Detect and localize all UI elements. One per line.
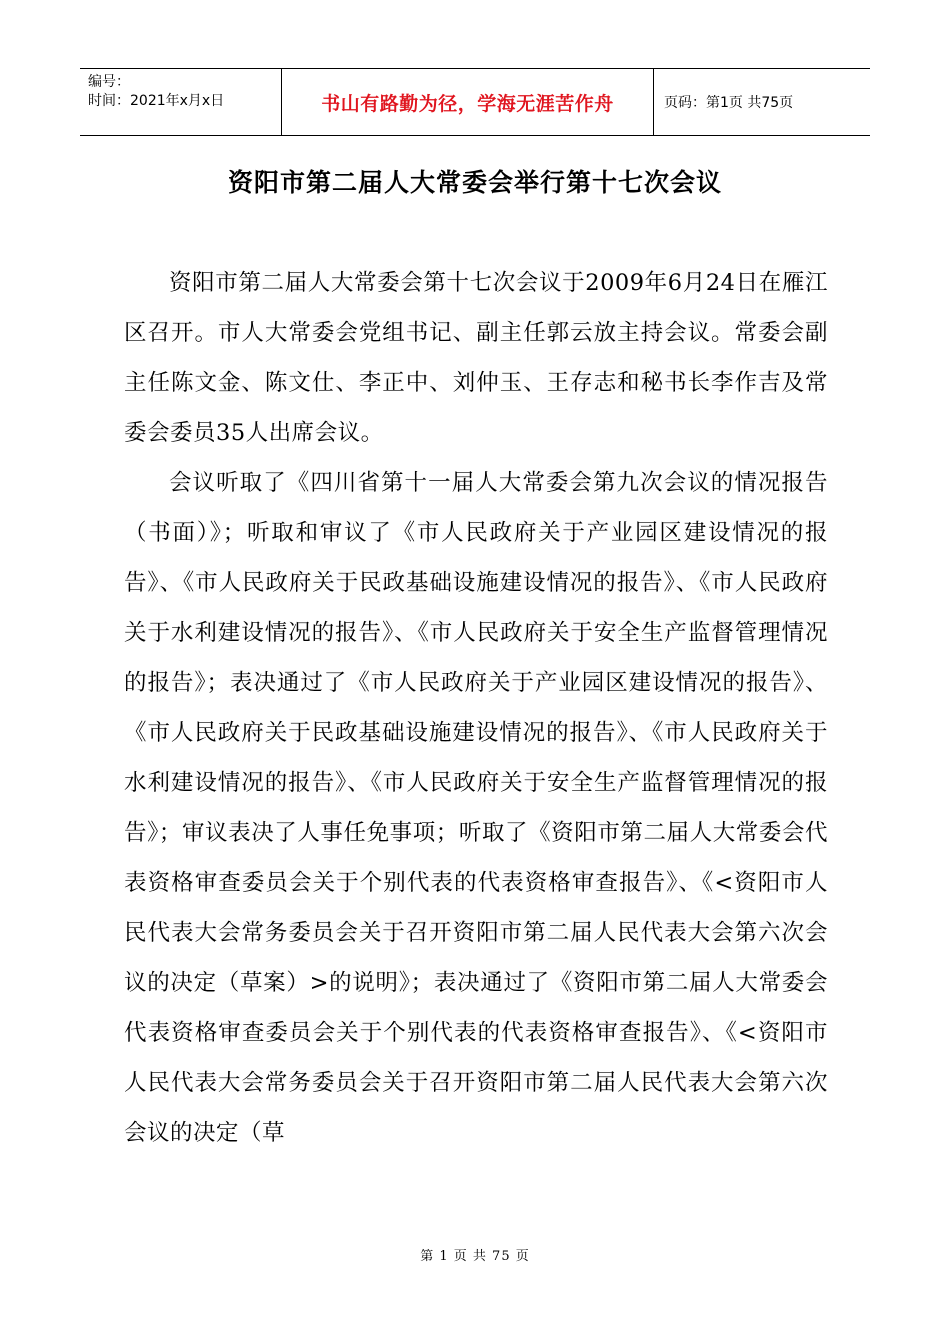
document-body [124,258,828,1158]
page-footer: 第 1 页 共 75 页 [420,1249,530,1264]
document-number-label: 编号： [88,74,130,90]
header-motto: 书山有路勤为径，学海无涯苦作舟 [282,69,654,135]
document-title: 资阳市第二届人大常委会举行第十七次会议 [227,168,722,197]
body-paragraph: 资阳市第二届人大常委会第十七次会议于2009年6月24日在雁江区召开。市人大常委会党组书记、副主任郭云放主持会议。常委会副主任陈文金、陈文仕、李正中、刘仲玉、王存志和秘书长李作吉及常委会委员35人出席会议。 [124,270,828,446]
page-header [80,68,870,136]
header-meta [80,69,282,135]
document-date: 时间：2021年x月x日 [88,93,225,109]
header-page-info: 页码：第1页 共75页 [664,95,794,111]
body-paragraph: 会议听取了《四川省第十一届人大常委会第九次会议的情况报告（书面）》；听取和审议了《市人民政府关于产业园区建设情况的报告》、《市人民政府关于民政基础设施建设情况的报告》、《市人民政府关于水利建设情况的报告》、《市人民政府关于安全生产监督管理情况的报告》；表决通过了《市人民政府关于产业园区建设情况的报告》、《市人民政府关于民政基础设施建设情况的报告》、《市人民政府关于水利建设情况的报告》、《市人民政府关于安全生产监督管理情况的报告》；审议表决了人事任免事项；听取了《资阳市第二届人大常委会代表资格审查委员会关于个别代表的代表资格审查报告》、《<资阳市人民代表大会常务委员会关于召开资阳市第二届人民代表大会第六次会议的决定（草案）>的说明》；表决通过了《资阳市第二届人大常委会代表资格审查委员会关于个别代表的代表资格审查报告》、《<资阳市人民代表大会常务委员会关于召开资阳市第二届人民代表大会第六次会议的决定（草 [124,470,828,1146]
